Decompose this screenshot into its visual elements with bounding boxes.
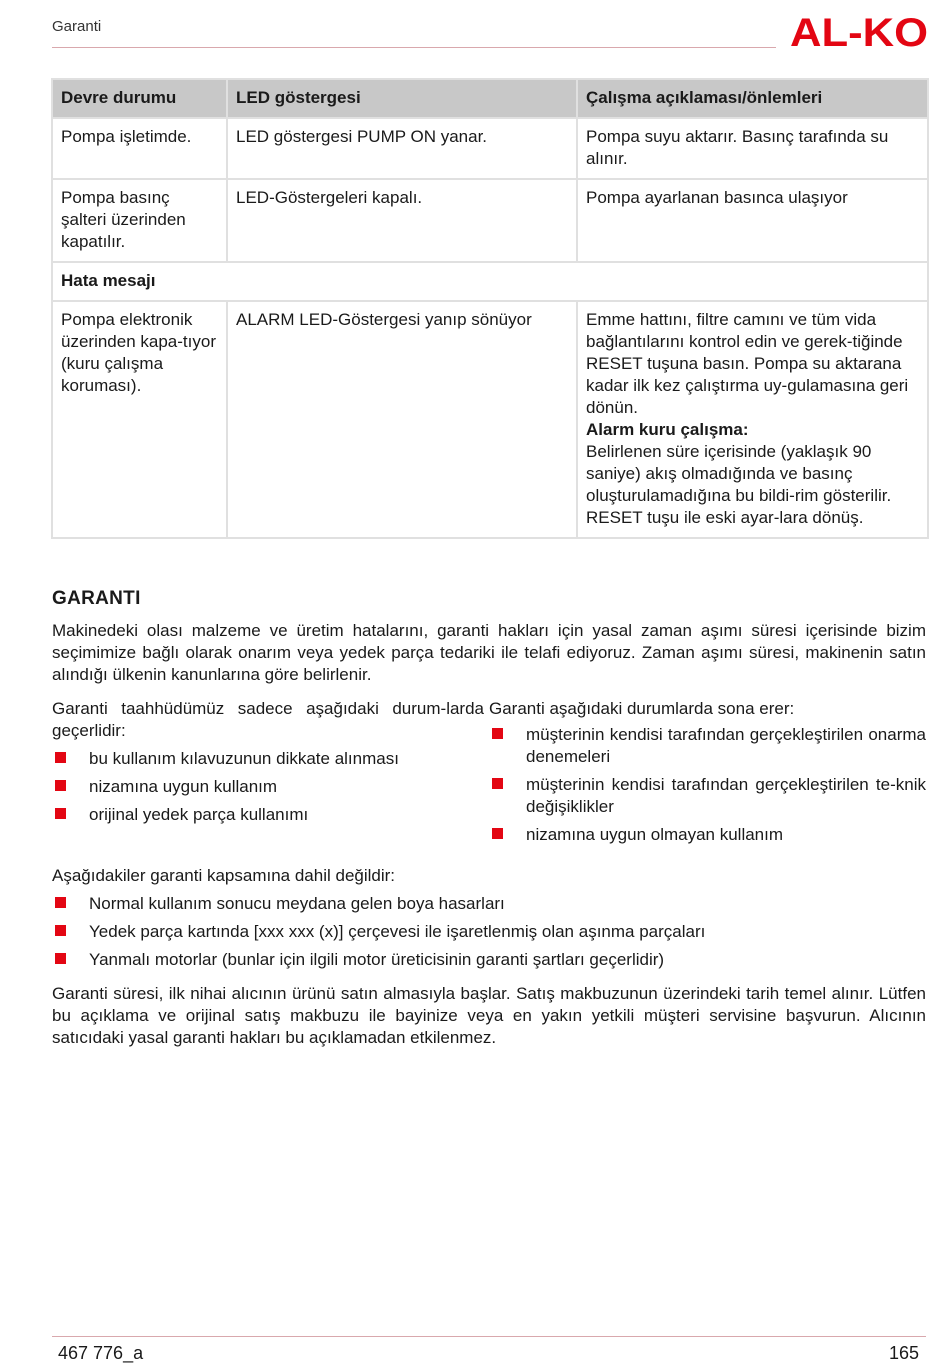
list-item: müşterinin kendisi tarafından gerçekleştirilen onarma denemeleri: [489, 724, 926, 768]
list-item: müşterinin kendisi tarafından gerçekleştirilen te-knik değişiklikler: [489, 774, 926, 818]
footer-divider: [52, 1336, 926, 1337]
valid-conditions: [52, 698, 484, 826]
page-number: 165: [888, 1343, 919, 1363]
table-cell: LED-Göstergeleri kapalı.: [227, 179, 577, 262]
table-cell: LED göstergesi PUMP ON yanar.: [227, 118, 577, 179]
column-header: LED göstergesi: [227, 79, 577, 118]
table-row: [52, 179, 928, 262]
bullet-square-icon: [492, 828, 503, 839]
excluded-items: [52, 865, 926, 971]
table-cell: Pompa suyu aktarır. Basınç tarafında su alınır.: [577, 118, 928, 179]
table-section-row: [52, 262, 928, 301]
list-item: nizamına uygun kullanım: [52, 776, 484, 798]
table-cell: Pompa elektronik üzerinden kapa-tıyor (kuru çalışma koruması).: [52, 301, 227, 538]
excluded-list: [52, 893, 926, 971]
error-section-title: Hata mesajı: [52, 262, 928, 301]
list-item: bu kullanım kılavuzunun dikkate alınması: [52, 748, 484, 770]
list-item: Yedek parça kartında [xxx xxx (x)] çerçevesi ile işaretlenmiş olan aşınma parçaları: [52, 921, 926, 943]
excluded-intro: Aşağıdakiler garanti kapsamına dahil değildir:: [52, 866, 396, 885]
bullet-square-icon: [55, 953, 66, 964]
bullet-square-icon: [55, 925, 66, 936]
alarm-dry-run-heading: Alarm kuru çalışma:: [586, 420, 749, 439]
bullet-square-icon: [492, 728, 503, 739]
table-row: [52, 301, 928, 538]
expire-conditions-list: [489, 724, 926, 846]
warranty-closing: Garanti süresi, ilk nihai alıcının ürünü satın almasıyla başlar. Satış makbuzunun üzerindeki tarih temel alınır. Lütfen bu açıklama ve orijinal satış makbuzu ile bayinize veya en yakın yetkili müşteri servisine başvurun. Alıcının satıcıdaki yasal garanti hakları bu açıklamadan etkilenmez.: [52, 984, 926, 1047]
error-action-text: Emme hattını, filtre camını ve tüm vida bağlantılarını kontrol edin ve gerek-tiğinde RESET tuşuna basın. Pompa su aktarana kadar ilk kez çalıştırma uy-gulamasına geri dönün.: [586, 310, 909, 417]
column-header: Çalışma açıklaması/önlemleri: [577, 79, 928, 118]
document-number: 467 776_a: [58, 1343, 144, 1363]
bullet-square-icon: [55, 808, 66, 819]
table-header-row: [52, 79, 928, 118]
header-section-title: Garanti: [52, 18, 102, 35]
table-cell: Pompa basınç şalteri üzerinden kapatılır.: [52, 179, 227, 262]
bullet-square-icon: [55, 780, 66, 791]
table-cell: Pompa ayarlanan basınca ulaşıyor: [577, 179, 928, 262]
list-item: orijinal yedek parça kullanımı: [52, 804, 484, 826]
warranty-heading: GARANTI: [52, 588, 141, 609]
column-header: Devre durumu: [52, 79, 227, 118]
alarm-dry-run-text: Belirlenen süre içerisinde (yaklaşık 90 saniye) akış olmadığında ve basınç oluşturulamadığına bu bildi-rim gösterilir. RESET tuşu ile eski ayar-lara dönüş.: [586, 442, 892, 527]
table-cell: ALARM LED-Göstergesi yanıp sönüyor: [227, 301, 577, 538]
table-cell: [577, 301, 928, 538]
valid-conditions-intro: Garanti taahhüdümüz sadece aşağıdaki durum-larda geçerlidir:: [52, 699, 484, 740]
al-ko-logo: [790, 14, 928, 50]
table-row: [52, 118, 928, 179]
bullet-square-icon: [55, 897, 66, 908]
bullet-square-icon: [55, 752, 66, 763]
warranty-intro: Makinedeki olası malzeme ve üretim hatalarını, garanti hakları için yasal zaman aşımı süresi içerisinde bizim seçimimize bağlı olarak onarım veya yedek parça tedariki ile telafi ediyoruz. Zaman aşımı süresi, makinenin satın alındığı ülkenin kanunlarına göre belirlenir.: [52, 621, 926, 684]
expire-conditions-intro: Garanti aşağıdaki durumlarda sona erer:: [489, 699, 795, 718]
bullet-square-icon: [492, 778, 503, 789]
table-cell: Pompa işletimde.: [52, 118, 227, 179]
list-item: nizamına uygun olmayan kullanım: [489, 824, 926, 846]
svg-text:AL-KO: AL-KO: [790, 14, 928, 50]
list-item: Yanmalı motorlar (bunlar için ilgili motor üreticisinin garanti şartları geçerlidir): [52, 949, 926, 971]
list-item: Normal kullanım sonucu meydana gelen boya hasarları: [52, 893, 926, 915]
valid-conditions-list: [52, 748, 484, 826]
header-divider: [52, 47, 776, 48]
status-table: [51, 78, 929, 539]
expire-conditions: [489, 698, 926, 846]
